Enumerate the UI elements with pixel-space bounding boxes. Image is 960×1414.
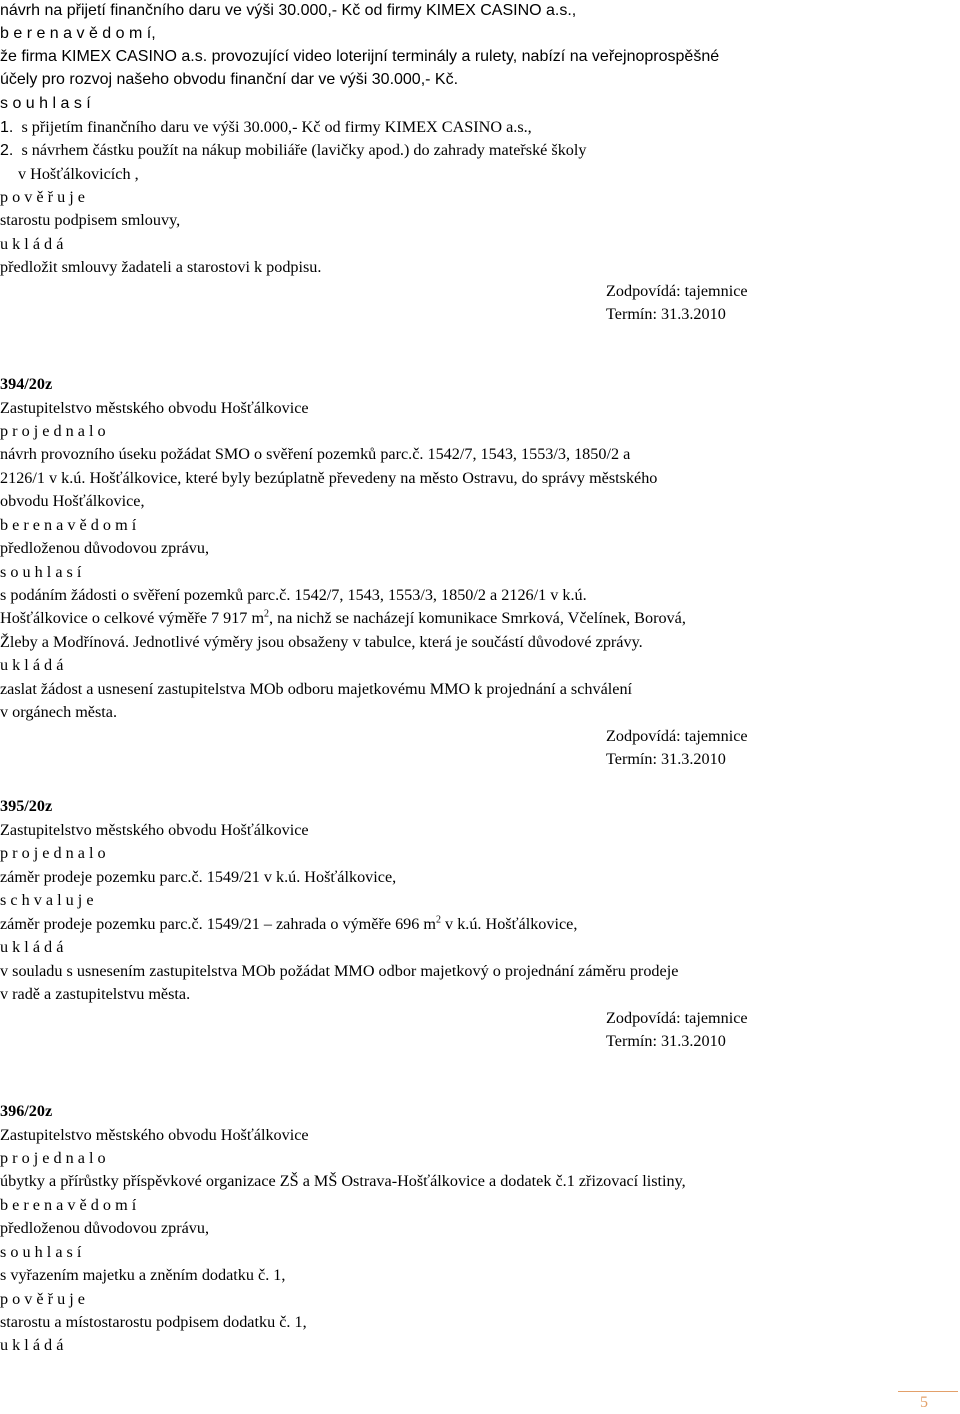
keyword-schvaluje: s c h v a l u j e [0,891,94,909]
text-line: Žleby a Modřínová. Jednotlivé výměry jsou obsaženy v tabulce, která je součástí důvodové zprávy. [0,633,643,651]
text-line: s podáním žádosti o svěření pozemků parc.č. 1542/7, 1543, 1553/3, 1850/2 a 2126/1 v k.ú. [0,586,587,604]
text-line: v radě a zastupitelstvu města. [0,985,191,1003]
text-segment: v k.ú. Hošťálkovice, [441,915,578,933]
keyword-uklada: u k l á d á [0,1336,64,1354]
keyword-bere-na-vedomi: b e r e n a v ě d o m í [0,1196,137,1214]
responsible: Zodpovídá: tajemnice [606,1009,748,1027]
deadline: Termín: 31.3.2010 [606,1032,726,1050]
resolution-body: Zastupitelstvo městského obvodu Hošťálkovice [0,1126,309,1144]
list-number: 2. [0,142,14,159]
text-line [0,607,686,629]
superscript: 2 [264,608,270,620]
text-line: 2126/1 v k.ú. Hošťálkovice, které byly bezúplatně převedeny na město Ostravu, do správy městského [0,469,658,487]
resolution-body: Zastupitelstvo městského obvodu Hošťálkovice [0,821,309,839]
text-segment: Hošťálkovice o celkové výměře 7 917 m [0,609,265,627]
list-text: s přijetím finančního daru ve výši 30.000,- Kč od firmy KIMEX CASINO a.s., [21,118,532,136]
resolution-number: 395/20z [0,797,53,815]
text-line: v souladu s usnesením zastupitelstva MOb požádat MMO odbor majetkový o projednání záměru prodeje [0,962,679,980]
text-segment: záměr prodeje pozemku parc.č. 1549/21 – zahrada o výměře 696 m [0,915,436,933]
text-line: v orgánech města. [0,703,118,721]
keyword-bere-na-vedomi: b e r e n a v ě d o m í [0,516,137,534]
text-line: že firma KIMEX CASINO a.s. provozující video loterijní terminály a rulety, nabízí na veřejnoprospěšné [0,48,720,65]
superscript: 2 [436,914,441,926]
text-line: předložit smlouvy žadateli a starostovi k podpisu. [0,258,322,276]
list-item [0,139,586,162]
responsible: Zodpovídá: tajemnice [606,727,748,745]
keyword-uklada: u k l á d á [0,938,64,956]
list-number: 1. [0,119,14,136]
text-line: předloženou důvodovou zprávu, [0,539,210,557]
keyword-bere-na-vedomi: b e r e n a v ě d o m í, [0,25,156,42]
list-text: s návrhem částku použít na nákup mobiliáře (lavičky apod.) do zahrady mateřské školy [21,141,587,159]
text-line: zaslat žádost a usnesení zastupitelstva MOb odboru majetkovému MMO k projednání a schválení [0,680,633,698]
text-line: návrh na přijetí finančního daru ve výši 30.000,- Kč od firmy KIMEX CASINO a.s., [0,2,577,19]
text-line: starostu a místostarostu podpisem dodatku č. 1, [0,1313,307,1331]
keyword-uklada: u k l á d á [0,235,64,253]
text-line: záměr prodeje pozemku parc.č. 1549/21 v k.ú. Hošťálkovice, [0,868,397,886]
resolution-body: Zastupitelstvo městského obvodu Hošťálkovice [0,399,309,417]
keyword-projednalo: p r o j e d n a l o [0,844,106,862]
resolution-number: 396/20z [0,1102,53,1120]
responsible: Zodpovídá: tajemnice [606,282,748,300]
text-line: účely pro rozvoj našeho obvodu finanční dar ve výši 30.000,- Kč. [0,71,459,88]
text-line: předloženou důvodovou zprávu, [0,1219,210,1237]
keyword-souhlasi: s o u h l a s í [0,563,82,581]
text-line: v Hošťálkovicích , [18,165,139,183]
text-line: obvodu Hošťálkovice, [0,492,145,510]
resolution-number: 394/20z [0,375,53,393]
keyword-poveruje: p o v ě ř u j e [0,188,85,206]
deadline: Termín: 31.3.2010 [606,305,726,323]
text-line: starostu podpisem smlouvy, [0,211,181,229]
text-line: úbytky a přírůstky příspěvkové organizace ZŠ a MŠ Ostrava-Hošťálkovice a dodatek č.1 zřizovací listiny, [0,1172,686,1190]
text-segment: , na nichž se nacházejí komunikace Smrková, Včelínek, Borová, [269,609,686,627]
list-item [0,116,532,139]
footer-rule [898,1391,958,1392]
keyword-poveruje: p o v ě ř u j e [0,1290,85,1308]
text-line: s vyřazením majetku a zněním dodatku č. 1, [0,1266,286,1284]
keyword-projednalo: p r o j e d n a l o [0,422,106,440]
page-number: 5 [920,1394,928,1411]
text-line: návrh provozního úseku požádat SMO o svěření pozemků parc.č. 1542/7, 1543, 1553/3, 1850/2 a [0,445,631,463]
keyword-souhlasi: s o u h l a s í [0,95,91,112]
text-line [0,913,577,935]
keyword-uklada: u k l á d á [0,656,64,674]
keyword-souhlasi: s o u h l a s í [0,1243,82,1261]
keyword-projednalo: p r o j e d n a l o [0,1149,106,1167]
deadline: Termín: 31.3.2010 [606,750,726,768]
